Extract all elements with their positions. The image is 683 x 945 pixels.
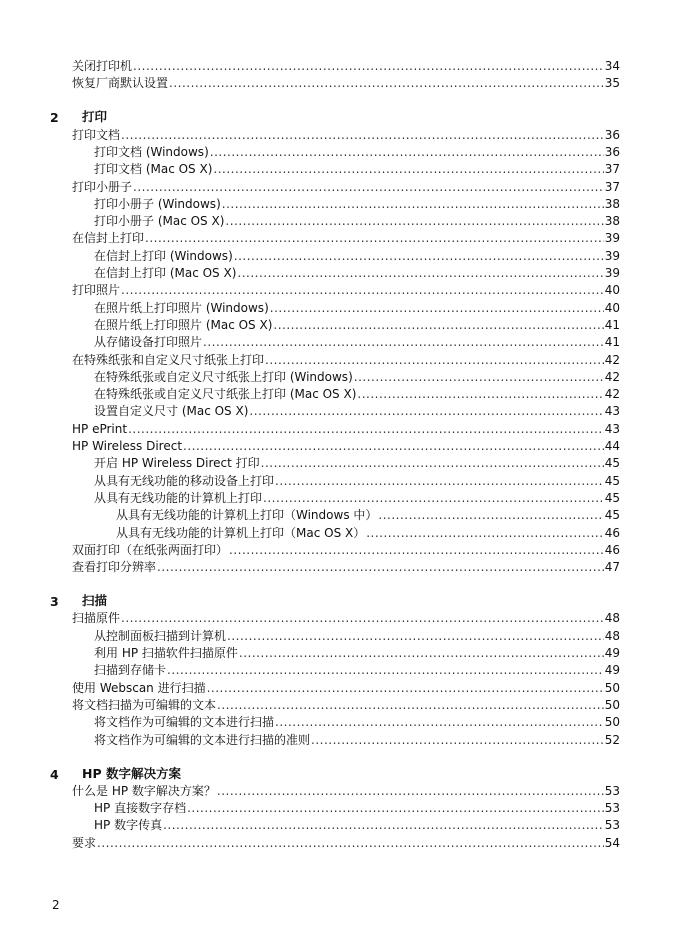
chapter-heading <box>50 764 620 782</box>
dot-leader <box>222 197 604 211</box>
toc-entry[interactable] <box>72 74 620 90</box>
dot-leader <box>275 715 604 729</box>
dot-leader <box>378 508 603 522</box>
chapter-title: 扫描 <box>82 593 108 609</box>
toc-entry-title: 打印文档 (Mac OS X) <box>94 162 213 177</box>
toc-entry[interactable] <box>72 57 620 73</box>
dot-leader <box>145 231 604 245</box>
toc-entry-page: 46 <box>604 542 620 557</box>
toc-entry[interactable] <box>72 420 620 436</box>
toc-entry-page: 53 <box>604 783 620 798</box>
toc-entry-page: 45 <box>604 490 620 505</box>
toc-entry-title: 从具有无线功能的计算机上打印（Windows 中） <box>116 508 378 523</box>
toc-entry-page: 39 <box>604 231 620 246</box>
toc-entry[interactable] <box>94 713 620 729</box>
toc-entry-title: 打印文档 <box>72 127 121 142</box>
toc-entry-title: 在特殊纸张或自定义尺寸纸张上打印 (Windows) <box>94 369 353 384</box>
toc-entry-title: 从存储设备打印照片 <box>94 335 203 350</box>
toc-entry[interactable] <box>72 696 620 712</box>
toc-entry-title: 在照片纸上打印照片 (Mac OS X) <box>94 317 273 332</box>
chapter-number: 2 <box>50 110 59 126</box>
toc-entry-page: 48 <box>604 611 620 626</box>
toc-entry-title: 打印小册子 <box>72 179 133 194</box>
toc-entry[interactable] <box>72 679 620 695</box>
toc-entry-page: 40 <box>604 283 620 298</box>
toc-entry-page: 37 <box>604 162 620 177</box>
dot-leader <box>217 698 604 712</box>
dot-leader <box>273 318 603 332</box>
toc-entry-title: 利用 HP 扫描软件扫描原件 <box>94 646 238 660</box>
toc-entry[interactable] <box>72 541 620 557</box>
dot-leader <box>187 801 604 815</box>
toc-entry[interactable] <box>94 661 620 677</box>
chapter-heading <box>50 107 620 125</box>
toc-entry-page: 36 <box>604 127 620 142</box>
dot-leader <box>213 162 603 176</box>
toc-entry-page: 34 <box>604 59 620 73</box>
toc-entry[interactable] <box>94 644 620 660</box>
toc-entry-title: 设置自定义尺寸 (Mac OS X) <box>94 404 249 419</box>
dot-leader <box>225 214 603 228</box>
toc-entry[interactable] <box>94 368 620 384</box>
toc-entry[interactable] <box>72 229 620 245</box>
dot-leader <box>169 76 604 90</box>
toc-entry-title: 在信封上打印 <box>72 231 145 246</box>
dot-leader <box>357 387 603 401</box>
toc-entry-title: 在信封上打印 (Windows) <box>94 248 233 263</box>
toc-entry-page: 43 <box>604 404 620 419</box>
toc-entry-page: 49 <box>604 646 620 660</box>
toc-entry-page: 41 <box>604 317 620 332</box>
toc-entry[interactable] <box>72 558 620 574</box>
toc-entry-page: 38 <box>604 196 620 211</box>
toc-entry[interactable] <box>72 834 620 850</box>
dot-leader <box>234 249 604 263</box>
toc-entry-page: 54 <box>604 835 620 850</box>
dot-leader <box>210 145 604 159</box>
toc-entry-page: 48 <box>604 628 620 643</box>
dot-leader <box>157 560 604 574</box>
toc-entry-title: 在照片纸上打印照片 (Windows) <box>94 300 269 315</box>
toc-entry[interactable] <box>94 799 620 815</box>
toc-entry[interactable] <box>72 281 620 297</box>
dot-leader <box>366 526 604 540</box>
toc-entry[interactable] <box>72 351 620 367</box>
toc-entry-page: 38 <box>604 214 620 229</box>
toc-entry-title: 将文档扫描为可编辑的文本 <box>72 697 217 712</box>
toc-entry-title: 从具有无线功能的计算机上打印（Mac OS X） <box>116 525 366 540</box>
toc-entry[interactable] <box>116 506 620 522</box>
toc-entry[interactable] <box>72 782 620 798</box>
chapter-title: 打印 <box>82 109 108 125</box>
toc-entry[interactable] <box>94 299 620 315</box>
toc-entry-title: 从具有无线功能的移动设备上打印 <box>94 473 275 488</box>
dot-leader <box>239 646 604 660</box>
toc-entry-page: 37 <box>604 179 620 194</box>
toc-entry-title: 将文档作为可编辑的文本进行扫描的准则 <box>94 732 311 747</box>
toc-entry-page: 53 <box>604 801 620 816</box>
dot-leader <box>217 784 604 798</box>
dot-leader <box>183 439 604 453</box>
toc-entry-page: 50 <box>604 697 620 712</box>
toc-entry[interactable] <box>94 489 620 505</box>
toc-entry-page: 50 <box>604 680 620 695</box>
toc-entry-title: 从具有无线功能的计算机上打印 <box>94 490 263 505</box>
toc-entry-title: 双面打印（在纸张两面打印） <box>72 542 229 557</box>
toc-entry[interactable] <box>72 609 620 625</box>
toc-entry-title: 使用 Webscan 进行扫描 <box>72 680 206 695</box>
toc-entry[interactable] <box>94 816 620 832</box>
toc-entry-title: 开启 HP Wireless Direct 打印 <box>94 456 260 471</box>
toc-entry[interactable] <box>116 524 620 540</box>
toc-entry-page: 49 <box>604 663 620 678</box>
toc-entry-title: 扫描到存储卡 <box>94 663 167 678</box>
toc-entry-title: HP ePrint <box>72 421 128 436</box>
toc-entry[interactable] <box>94 333 620 349</box>
toc-entry-title: 在信封上打印 (Mac OS X) <box>94 266 237 280</box>
toc-entry[interactable] <box>94 385 620 401</box>
toc-entry-page: 53 <box>604 818 620 833</box>
toc-entry[interactable] <box>94 472 620 488</box>
toc-entry-page: 41 <box>604 335 620 350</box>
toc-entry-page: 39 <box>604 266 620 280</box>
dot-leader <box>227 629 604 643</box>
dot-leader <box>311 733 604 747</box>
toc-entry-title: HP 数字传真 <box>94 818 163 833</box>
toc-entry-title: 从控制面板扫描到计算机 <box>94 628 227 643</box>
toc-entry[interactable] <box>94 731 620 747</box>
dot-leader <box>265 353 604 367</box>
toc-entry-page: 45 <box>604 508 620 523</box>
toc-entry[interactable] <box>72 178 620 194</box>
chapter-heading <box>50 591 620 609</box>
toc-entry[interactable] <box>94 316 620 332</box>
dot-leader <box>207 681 604 695</box>
toc-entry[interactable] <box>72 126 620 142</box>
toc-entry-title: 查看打印分辨率 <box>72 560 157 575</box>
toc-entry-page: 39 <box>604 248 620 263</box>
dot-leader <box>121 611 604 625</box>
toc-entry[interactable] <box>94 454 620 470</box>
toc-entry-title: 在特殊纸张和自定义尺寸纸张上打印 <box>72 352 265 367</box>
toc-entry[interactable] <box>94 402 620 418</box>
dot-leader <box>270 301 604 315</box>
dot-leader <box>121 283 604 297</box>
toc-entry-title: 什么是 HP 数字解决方案？ <box>72 783 216 798</box>
toc-entry-page: 42 <box>604 352 620 367</box>
toc-entry-title: HP Wireless Direct <box>72 439 183 453</box>
toc-entry[interactable] <box>94 195 620 211</box>
toc-entry-page: 42 <box>604 369 620 384</box>
toc-entry[interactable] <box>94 627 620 643</box>
toc-entry-page: 44 <box>604 439 620 453</box>
toc-entry-page: 43 <box>604 421 620 436</box>
toc-entry-page: 50 <box>604 715 620 730</box>
dot-leader <box>97 836 604 850</box>
dot-leader <box>263 491 604 505</box>
toc-entry-title: 打印小册子 (Mac OS X) <box>94 214 225 229</box>
dot-leader <box>237 266 603 280</box>
toc-entry[interactable] <box>94 264 620 280</box>
toc-entry-title: 打印文档 (Windows) <box>94 144 209 159</box>
toc-entry-title: 打印小册子 (Windows) <box>94 196 221 211</box>
toc-entry-title: 关闭打印机 <box>72 59 133 73</box>
toc-entry-title: 在特殊纸张或自定义尺寸纸张上打印 (Mac OS X) <box>94 387 357 402</box>
dot-leader <box>167 663 604 677</box>
dot-leader <box>229 543 604 557</box>
toc-entry-page: 42 <box>604 387 620 402</box>
dot-leader <box>261 456 604 470</box>
dot-leader <box>249 404 603 418</box>
dot-leader <box>354 370 604 384</box>
toc-entry-page: 36 <box>604 144 620 159</box>
toc-entry[interactable] <box>94 212 620 228</box>
toc-entry[interactable] <box>94 247 620 263</box>
chapter-number: 3 <box>50 594 59 610</box>
toc-entry-page: 46 <box>604 525 620 540</box>
toc-entry[interactable] <box>72 437 620 453</box>
toc-entry[interactable] <box>94 143 620 159</box>
chapter-number: 4 <box>50 766 59 782</box>
toc-entry-page: 45 <box>604 456 620 471</box>
toc-entry-title: HP 直接数字存档 <box>94 801 187 816</box>
dot-leader <box>121 128 604 142</box>
dot-leader <box>163 818 604 832</box>
toc-entry-title: 将文档作为可编辑的文本进行扫描 <box>94 715 275 730</box>
toc-entry-title: 扫描原件 <box>72 611 121 626</box>
dot-leader <box>128 422 604 436</box>
toc-entry-page: 52 <box>604 732 620 747</box>
toc-entry-title: 恢复厂商默认设置 <box>72 76 169 91</box>
dot-leader <box>275 474 604 488</box>
dot-leader <box>203 335 604 349</box>
toc-entry-page: 40 <box>604 300 620 315</box>
dot-leader <box>133 180 604 194</box>
chapter-title: HP 数字解决方案 <box>82 765 181 781</box>
page-number: 2 <box>52 898 60 912</box>
toc-entry[interactable] <box>94 160 620 176</box>
toc-entry-title: 要求 <box>72 835 97 850</box>
toc-entry-page: 35 <box>604 76 620 91</box>
toc-entry-page: 45 <box>604 473 620 488</box>
toc-entry-title: 打印照片 <box>72 283 121 298</box>
toc-entry-page: 47 <box>604 560 620 575</box>
dot-leader <box>133 59 604 73</box>
